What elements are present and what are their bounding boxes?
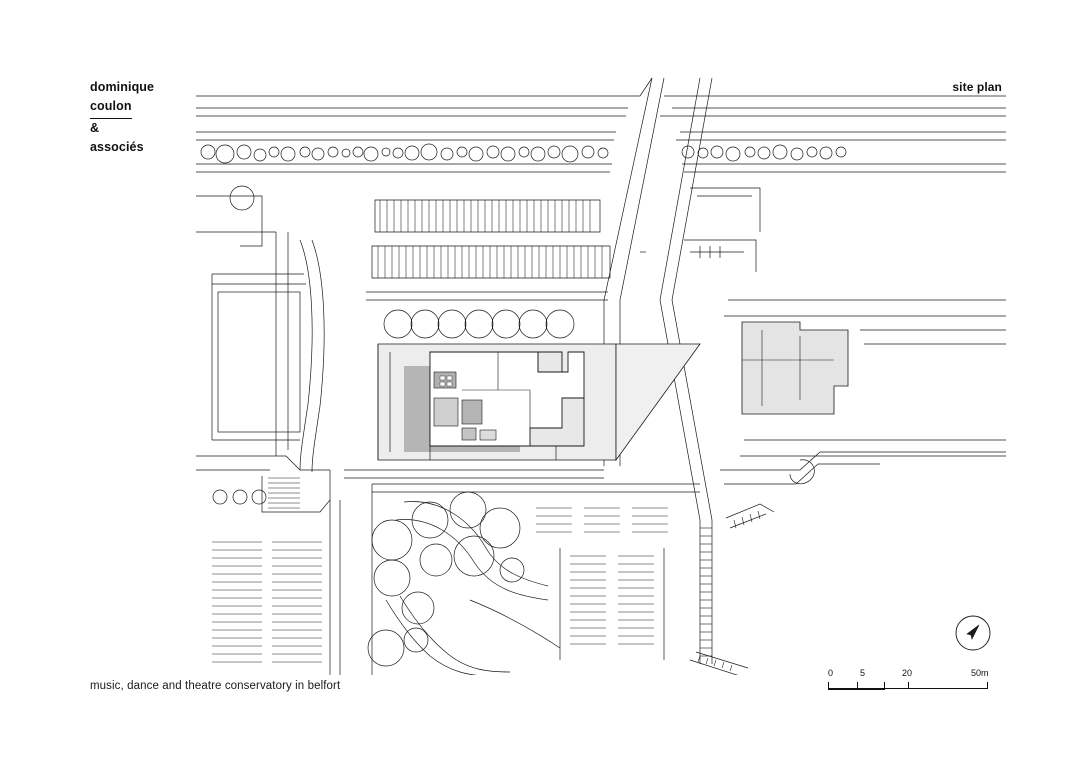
scale-bar-segment-first bbox=[828, 682, 885, 690]
studio-name-line-2: coulon bbox=[90, 97, 132, 118]
scale-tick-20 bbox=[908, 682, 909, 689]
scale-tick-50 bbox=[987, 682, 988, 689]
studio-name-line-4: associés bbox=[90, 140, 144, 155]
scale-label-0: 0 bbox=[828, 668, 834, 678]
scale-tick-0 bbox=[828, 682, 829, 689]
scale-bar-midtick bbox=[857, 682, 858, 689]
scale-label-5: 5 bbox=[860, 668, 866, 678]
project-caption: music, dance and theatre conservatory in belfort bbox=[90, 680, 341, 692]
scale-bar bbox=[828, 668, 998, 698]
scale-label-50: 50m bbox=[971, 668, 989, 678]
page-title: site plan bbox=[952, 80, 1002, 94]
studio-logo bbox=[90, 78, 154, 158]
north-arrow-icon bbox=[952, 612, 994, 654]
studio-name-line-3: & bbox=[90, 120, 100, 135]
scale-label-20: 20 bbox=[902, 668, 913, 678]
studio-name-line-1: dominique bbox=[90, 80, 155, 94]
